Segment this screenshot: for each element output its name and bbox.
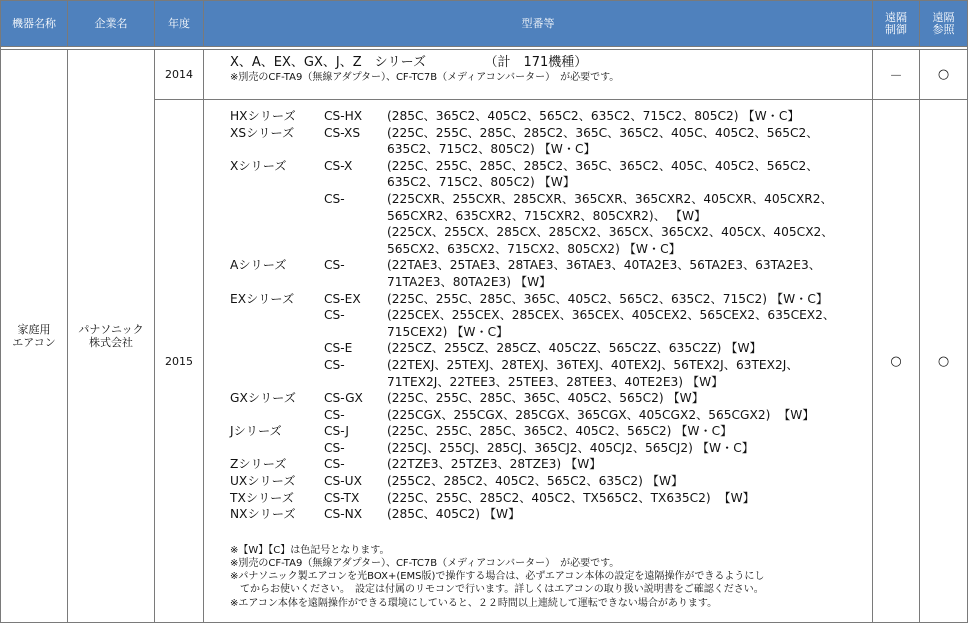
series-name	[230, 241, 324, 258]
model-prefix: CS-	[324, 308, 345, 323]
note-line: ※エアコン本体を遠隔操作ができる環境にしていると、２２時間以上連続して運転できない場合があります。	[230, 597, 718, 609]
model-line	[230, 307, 872, 324]
model-list: (285C、365C2、405C2、565C2、635C2、715C2、805C2) 【W・C】	[387, 109, 800, 123]
model-list: 635C2、715C2、805C2) 【W】	[387, 175, 576, 190]
model-prefix: CS-	[324, 191, 345, 206]
model-line	[230, 241, 872, 258]
model-prefix: CS-	[324, 407, 345, 422]
model-prefix: CS-GX	[324, 391, 363, 406]
model-list: 71TA2E3、80TA2E3) 【W】	[387, 274, 552, 289]
model-line	[230, 423, 872, 440]
model-list: (225CX、255CX、285CX、285CX2、365CX、365CX2、405CX、405CX2、	[387, 225, 834, 240]
remote-control-2015: ○	[873, 100, 920, 623]
model-prefix	[324, 174, 387, 191]
model-list: 635C2、715C2、805C2) 【W・C】	[387, 142, 596, 157]
model-prefix	[324, 224, 387, 241]
model-prefix: CS-HX	[324, 109, 363, 123]
series-name: NXシリーズ	[230, 507, 296, 522]
model-line	[230, 158, 872, 175]
series-name: Aシリーズ	[230, 258, 287, 273]
model-list: (225C、255C、285C、285C2、365C、365C2、405C、405C2、565C2、	[387, 125, 819, 140]
remote-view-2014: ○	[920, 50, 968, 100]
series-name	[230, 191, 324, 208]
model-line	[230, 473, 872, 490]
year-2015-cell: 2015	[155, 100, 204, 623]
note-line: ※別売のCF-TA9（無線アダプター）、CF-TC7B（メディアコンバーター） が必要です。	[230, 558, 620, 570]
series-name: Jシリーズ	[230, 424, 282, 439]
model-prefix	[324, 141, 387, 158]
models-2014-cell	[204, 50, 873, 100]
model-list: (225C、255C、285C、365C、405C2、565C2、635C2、715C2) 【W・C】	[387, 291, 829, 306]
series-name: EXシリーズ	[230, 291, 295, 306]
note-line: ※【W】【C】は色記号となります。	[230, 544, 390, 556]
series-name	[230, 374, 324, 391]
model-line	[230, 340, 872, 357]
notes	[230, 544, 872, 610]
model-list: (225CJ、255CJ、285CJ、365CJ2、405CJ2、565CJ2) 【W・C】	[387, 440, 754, 455]
model-line	[230, 456, 872, 473]
model-line	[230, 224, 872, 241]
note-line: てからお使いください。 設定は付属のリモコンで行います。詳しくはエアコンの取り扱い説明書をご確認ください。	[230, 584, 764, 596]
series-name: HXシリーズ	[230, 109, 296, 123]
model-list: (225C、255C、285C、285C2、365C、365C2、405C、405C2、565C2、	[387, 158, 819, 173]
model-list: (225CZ、255CZ、285CZ、405C2Z、565C2Z、635C2Z) 【W】	[387, 341, 762, 356]
series-name: GXシリーズ	[230, 391, 296, 406]
series-name: XSシリーズ	[230, 125, 295, 140]
model-prefix: CS-XS	[324, 125, 361, 140]
model-prefix: CS-UX	[324, 474, 362, 489]
model-prefix	[324, 241, 387, 258]
series-name	[230, 208, 324, 225]
note-line: ※パナソニック製エアコンを光BOX+(EMS版)で操作する場合は、必ずエアコン本体の設定を遠隔操作ができるようにし	[230, 571, 765, 583]
model-prefix	[324, 324, 387, 341]
model-line	[230, 374, 872, 391]
model-prefix	[324, 374, 387, 391]
series-name	[230, 324, 324, 341]
model-list: 71TEX2J、22TEE3、25TEE3、28TEE3、40TE2E3) 【W】	[387, 374, 724, 389]
model-line	[230, 506, 872, 523]
device-cell: 家庭用 エアコン	[1, 50, 68, 623]
model-prefix: CS-X	[324, 158, 353, 173]
series-name	[230, 274, 324, 291]
model-prefix: CS-TX	[324, 490, 360, 505]
model-list: 565CX2、635CX2、715CX2、805CX2) 【W・C】	[387, 241, 681, 256]
model-line	[230, 390, 872, 407]
models-2015-cell	[204, 100, 873, 623]
model-list: (225C、255C、285C2、405C2、TX565C2、TX635C2) 【W】	[387, 490, 755, 505]
model-prefix: CS-	[324, 440, 345, 455]
series-name	[230, 407, 324, 424]
models-2014-line2: ※別売のCF-TA9（無線アダプター）、CF-TC7B（メディアコンバーター） が必要です。	[230, 72, 620, 83]
series-name	[230, 141, 324, 158]
header-device: 機器名称	[1, 1, 68, 47]
model-lines	[204, 108, 872, 523]
series-name: UXシリーズ	[230, 474, 296, 489]
model-list: (225CEX、255CEX、285CEX、365CEX、405CEX2、565CEX2、635CEX2、	[387, 308, 836, 323]
header-year: 年度	[155, 1, 204, 47]
model-line	[230, 440, 872, 457]
header-model: 型番等	[204, 1, 873, 47]
model-line	[230, 490, 872, 507]
series-name	[230, 307, 324, 324]
model-list: 715CEX2) 【W・C】	[387, 324, 509, 339]
model-list: (225CXR、255CXR、285CXR、365CXR、365CXR2、405CXR、405CXR2、	[387, 191, 833, 206]
model-line	[230, 141, 872, 158]
model-list: (22TZE3、25TZE3、28TZE3) 【W】	[387, 457, 602, 472]
model-prefix: CS-	[324, 357, 345, 372]
model-prefix: CS-E	[324, 341, 353, 356]
model-prefix: CS-NX	[324, 507, 363, 522]
series-name: TXシリーズ	[230, 490, 294, 505]
model-list: (225C、255C、285C、365C、405C2、565C2) 【W】	[387, 391, 704, 406]
model-list: 565CXR2、635CXR2、715CXR2、805CXR2)、 【W】	[387, 208, 707, 223]
model-line	[230, 407, 872, 424]
model-list: (22TAE3、25TAE3、28TAE3、36TAE3、40TA2E3、56TA2E3、63TA2E3、	[387, 258, 821, 273]
model-list: (255C2、285C2、405C2、565C2、635C2) 【W】	[387, 474, 684, 489]
model-list: (225CGX、255CGX、285CGX、365CGX、405CGX2、565CGX2) 【W】	[387, 407, 815, 422]
model-prefix	[324, 274, 387, 291]
models-2014-line1: X、A、EX、GX、J、Z シリーズ （計 171機種）	[230, 55, 588, 70]
model-list: (22TEXJ、25TEXJ、28TEXJ、36TEXJ、40TEX2J、56TEX2J、63TEX2J、	[387, 357, 799, 372]
header-company: 企業名	[68, 1, 155, 47]
series-name	[230, 224, 324, 241]
model-line	[230, 274, 872, 291]
model-list: (225C、255C、285C、365C2、405C2、565C2) 【W・C】	[387, 424, 733, 439]
series-name	[230, 440, 324, 457]
model-line	[230, 125, 872, 142]
remote-view-2015: ○	[920, 100, 968, 623]
model-line	[230, 191, 872, 208]
model-list: (285C、405C2) 【W】	[387, 507, 521, 522]
model-line	[230, 257, 872, 274]
model-prefix: CS-	[324, 457, 345, 472]
model-prefix: CS-EX	[324, 291, 361, 306]
model-prefix: CS-J	[324, 424, 349, 439]
header-remote-view: 遠隔 参照	[920, 1, 968, 47]
row-2014	[1, 50, 968, 100]
model-line	[230, 291, 872, 308]
year-2014-cell: 2014	[155, 50, 204, 100]
model-line	[230, 108, 872, 125]
series-name	[230, 174, 324, 191]
series-name: Zシリーズ	[230, 457, 287, 472]
remote-control-2014: －	[873, 50, 920, 100]
series-name	[230, 340, 324, 357]
header-row	[1, 1, 968, 47]
model-line	[230, 324, 872, 341]
company-cell: パナソニック 株式会社	[68, 50, 155, 623]
model-line	[230, 357, 872, 374]
model-line	[230, 174, 872, 191]
model-prefix: CS-	[324, 258, 345, 273]
header-remote-control: 遠隔 制御	[873, 1, 920, 47]
model-prefix	[324, 208, 387, 225]
model-line	[230, 208, 872, 225]
series-name	[230, 357, 324, 374]
series-name: Xシリーズ	[230, 158, 287, 173]
